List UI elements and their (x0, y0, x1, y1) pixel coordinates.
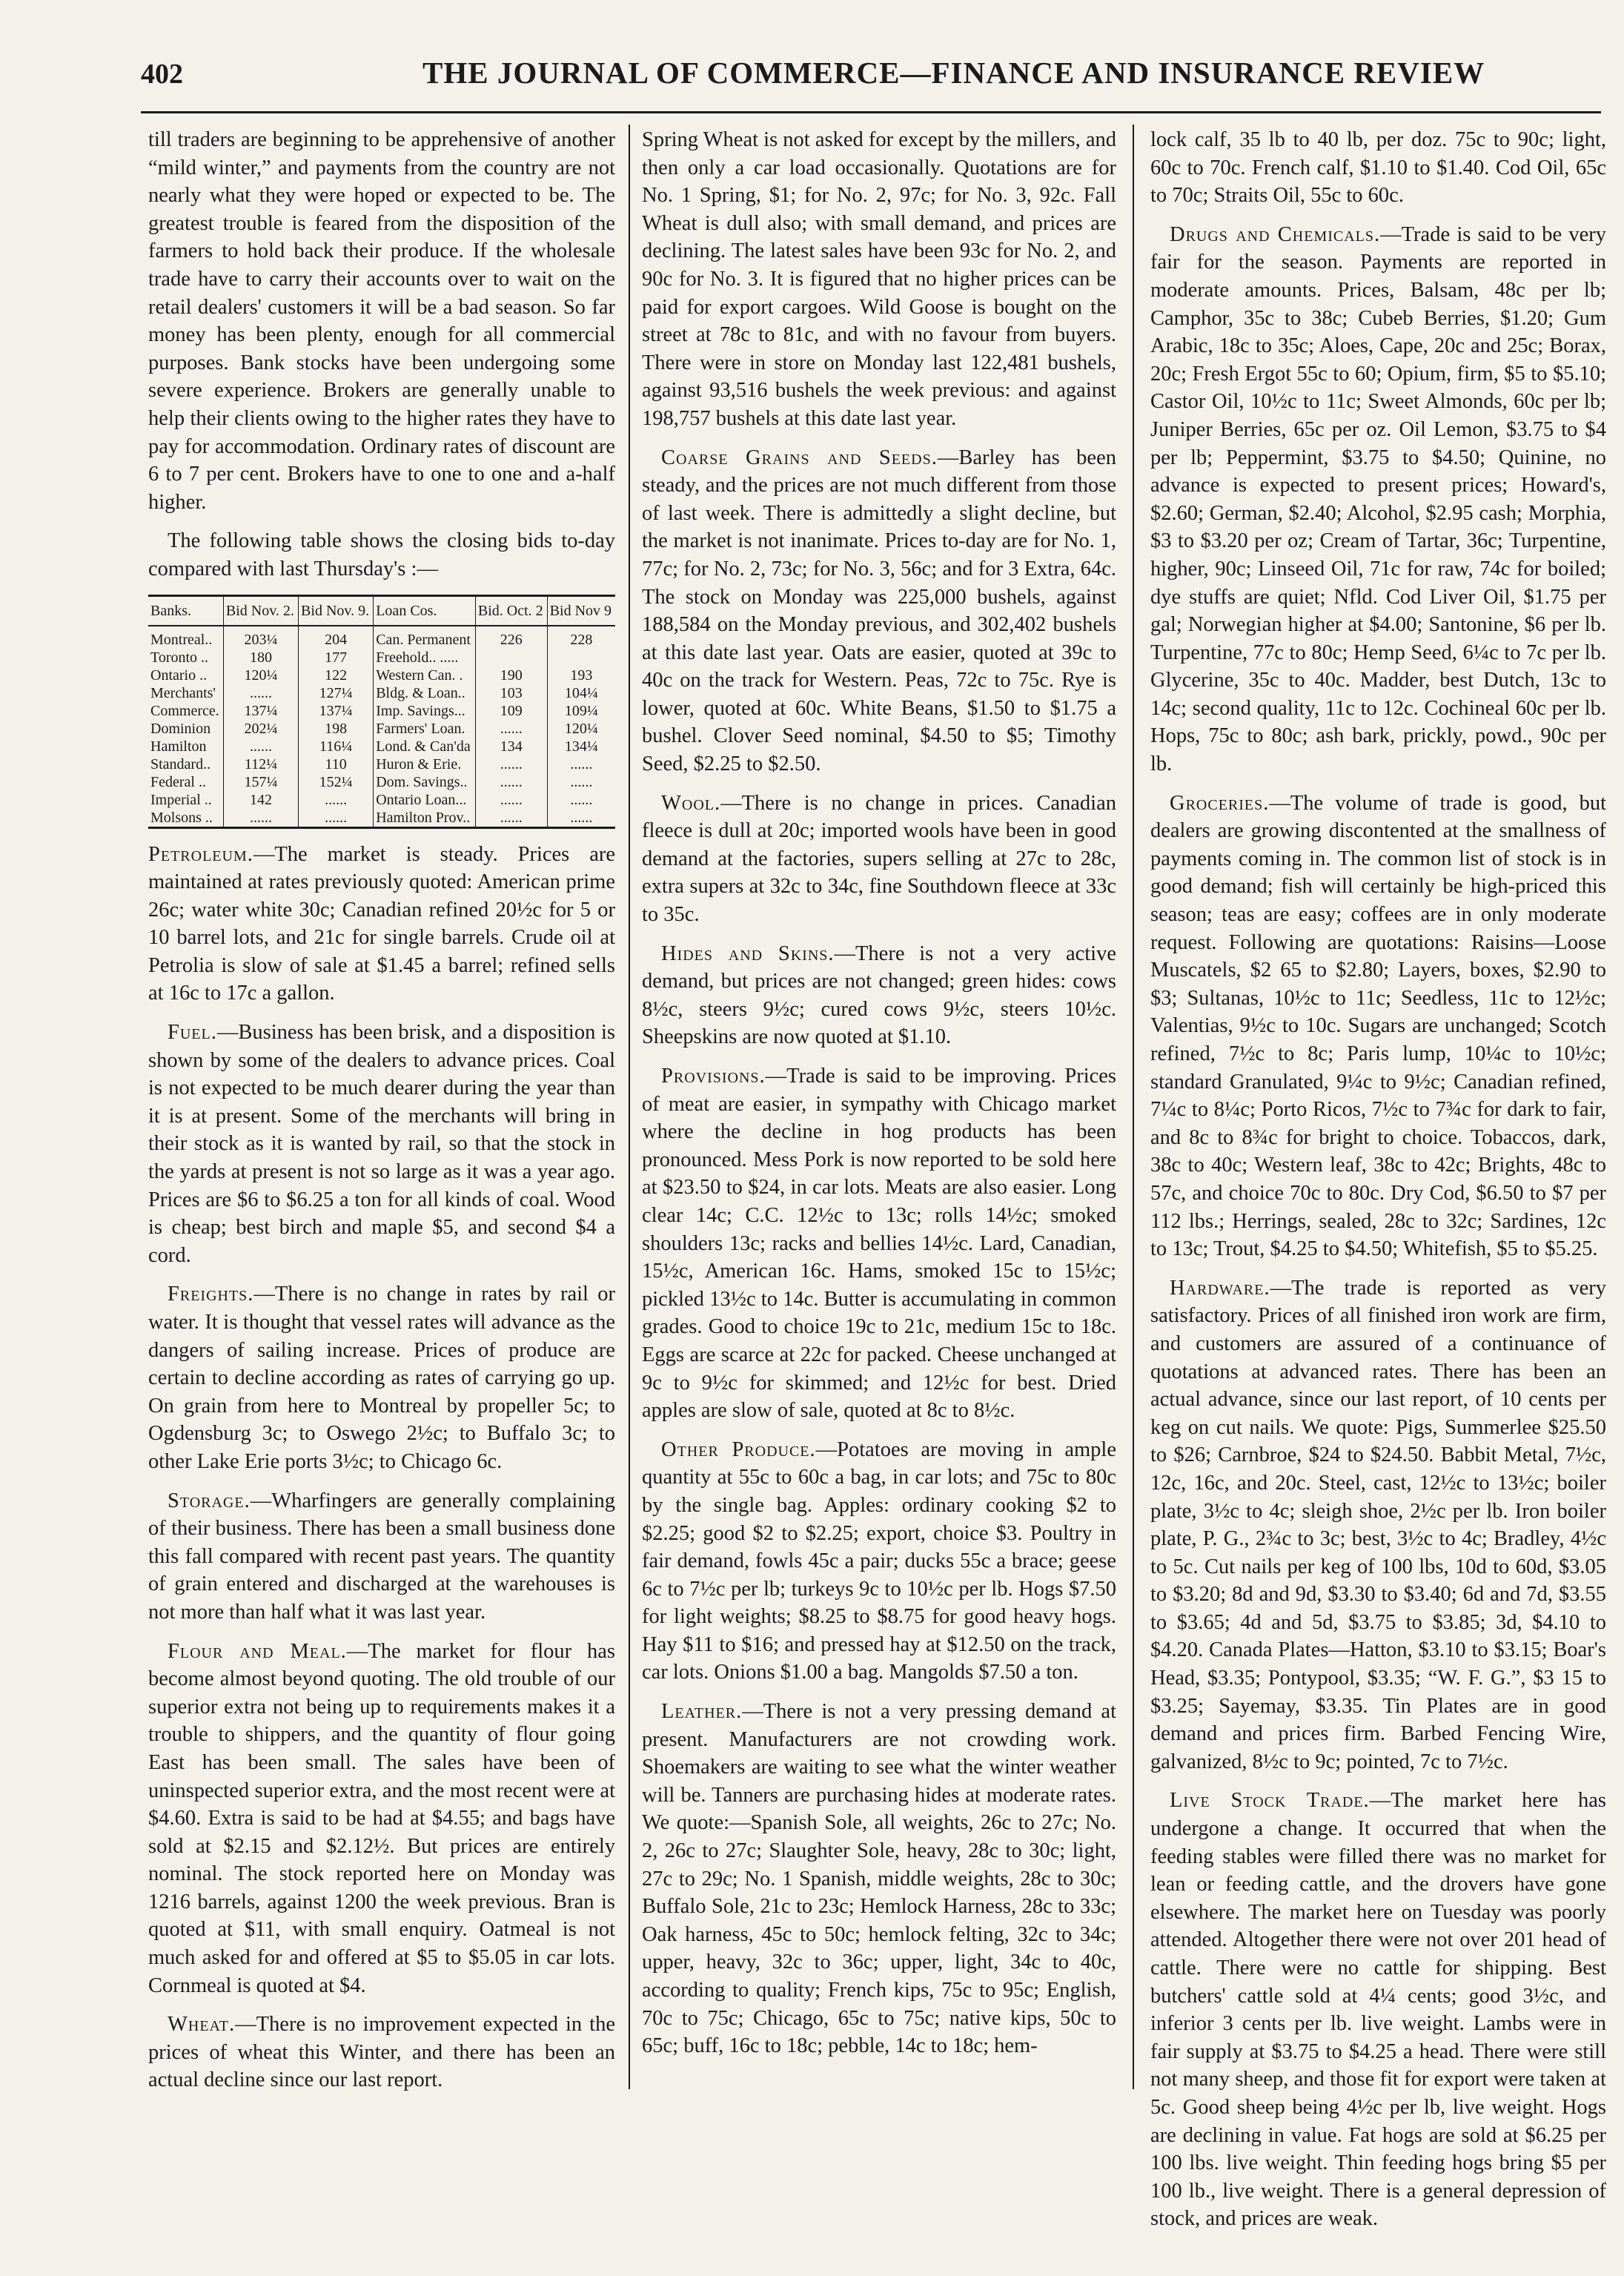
section-heading: Freights. (168, 1283, 254, 1306)
table-cell: 120¼ (547, 720, 615, 738)
table-cell: Imp. Savings... (374, 702, 476, 720)
table-cell: 177 (299, 649, 374, 666)
section-heading: Hides and Skins. (661, 942, 835, 965)
table-cell: Western Can. . (374, 666, 476, 684)
section-body: —There is no improvement expected in the prices of wheat this Winter, and there has been an actual decline since our last report. (148, 2013, 615, 2092)
column-divider-1 (629, 125, 630, 2089)
money-paragraph: till traders are beginning to be apprehensive of another “mild winter,” and payments from the country are not nearly what they were hoped or expected to be. The greatest trouble is feared from the disposition of the farmers to hold back their produce. If the wholesale trade have to carry their accounts over to wait on the retail dealers' customers it will be a bad season. So far money has been plenty, enough for all commercial purposes. Bank stocks have been undergoing some severe experience. Brokers are generally unable to help their clients owing to the higher rates they have to pay for accommodation. Ordinary rates of discount are 6 to 7 per cent. Brokers have to one to one and a-half higher. (148, 128, 615, 514)
column-divider-2 (1133, 125, 1134, 2089)
section-heading: Hardware. (1170, 1276, 1270, 1300)
table-cell: Hamilton Prov.. (374, 809, 476, 828)
table-cell: ...... (223, 738, 298, 755)
table-cell: 120¼ (223, 666, 298, 684)
table-cell: Imperial .. (150, 791, 212, 808)
section-body: —The volume of trade is good, but dealers are growing discontented at the smallness of payments coming in. The common list of stock is in good demand; fish will certainly be high-priced this season; teas are easy; coffees are in only moderate request. Following are quotations: Raisins—Loose Muscatels, $2 65 to $2.80; Layers, boxes, $2.90 to $3; Sultanas, 10½c to 11c; Seedless, 11c to 12½c; Valentias, 9½c to 10c. Sugars are unchanged; Scotch refined, 7½c to 8c; Paris lump, 10¼c to 10½c; standard Granulated, 9¼c to 9½c; Canadian refined, 7¼c to 8¼c; Porto Ricos, 7½c to 7¾c for dark to fair, and 8c to 8¾c for bright to choice. Tobaccos, dark, 38c to 40c; Western leaf, 38c to 42c; Brights, 48c to 57c, and choice 70c to 80c. Dry Cod, $6.50 to $7 per 112 lbs.; Herrings, sealed, 28c to 32c; Sardines, 12c to 13c; Trout, $4.25 to $4.50; Whitefish, $5 to $5.25. (1150, 791, 1606, 1261)
table-cell: 109¼ (547, 702, 615, 720)
table-cell: 226 (475, 626, 547, 649)
table-row (148, 684, 615, 702)
leather-section (642, 1698, 1116, 2060)
table-cell: Can. Permanent (374, 626, 476, 649)
section-body: —The market is steady. Prices are maintained at rates previously quoted: American prime 26c; water white 30c; Canadian refined 20½c for 5 or 10 barrel lots, and 21c for single barrels. Crude oil at Petrolia is slow of sale at $1.45 a barrel; refined sells at 16c to 17c a gallon. (148, 842, 615, 1005)
table-cell: Toronto .. (150, 649, 209, 666)
table-cell: Dominion (150, 720, 211, 737)
table-cell: 180 (223, 649, 298, 666)
wheat-section (148, 2011, 615, 2094)
bank-bids-table (148, 595, 615, 829)
page-header (141, 52, 1594, 104)
table-row (148, 738, 615, 755)
table-cell: ...... (299, 809, 374, 828)
table-cell: Montreal.. (150, 631, 213, 648)
header-rule (141, 111, 1601, 113)
section-body: —There is no change in prices. Canadian fleece is dull at 20c; imported wools have been in good demand at the factories, supers selling at 27c to 28c, extra supers at 32c to 34c, fine Southdown fleece at 33c to 35c. (642, 791, 1116, 927)
table-intro: The following table shows the closing bids to-day compared with last Thursday's :— (148, 529, 615, 580)
table-cell (547, 649, 615, 666)
leather-continued: lock calf, 35 lb to 40 lb, per doz. 75c to 90c; light, 60c to 70c. French calf, $1.10 to $1.40. Cod Oil, 65c to 70c; Straits Oil, 55c to 60c. (1150, 128, 1606, 208)
table-cell: Ontario .. (150, 666, 208, 684)
table-cell: ...... (475, 809, 547, 828)
table-cell: ...... (475, 755, 547, 773)
table-header-row (148, 595, 615, 626)
table-row (148, 649, 615, 666)
table-cell: ...... (547, 755, 615, 773)
section-body: —Trade is said to be very fair for the season. Payments are reported in moderate amounts. Prices, Balsam, 48c per lb; Camphor, 35c to 38c; Cubeb Berries, $1.20; Gum Arabic, 18c to 35c; Aloes, Cape, 20c and 25c; Borax, 20c; Fresh Ergot 55c to 60; Opium, firm, $5 to $5.10; Castor Oil, 10½c to 11c; Sweet Almonds, 60c per lb; Juniper Berries, 65c per oz. Oil Lemon, $3.75 to $4 per lb; Peppermint, $3.75 to $4.50; Quinine, no advance is expected to present prices; Howard's, $2.60; German, $2.40; Alcohol, $2.95 cash; Morphia, $3 to $3.20 per oz; Cream of Tartar, 36c; Turpentine, higher, 90c; Linseed Oil, 71c for raw, 74c for boiled; dye stuffs are quiet; Nfld. Cod Liver Oil, $1.75 per gal; Norwegian higher at $4.00; Santonine, $6 per lb. Turpentine, 77c to 80c; Hemp Seed, 6¼c to 7c per lb. Glycerine, 35c to 40c. Madder, best Dutch, 13c to 14c; second quality, 11c to 12c. Cochineal 60c per lb. Hops, 75c to 80c; ash bark, prickly, powd., 90c per lb. (1150, 222, 1606, 776)
table-row (148, 773, 615, 791)
table-row (148, 791, 615, 809)
section-heading: Provisions. (661, 1065, 766, 1088)
freights-section (148, 1280, 615, 1475)
table-cell: Ontario Loan... (374, 791, 476, 809)
table-cell: Molsons .. (150, 809, 213, 826)
col-header: Bid Nov 9 (547, 595, 615, 626)
section-heading: Storage. (168, 1489, 251, 1512)
table-cell: ...... (547, 791, 615, 809)
section-heading: Leather. (661, 1700, 743, 1724)
table-cell: 110 (299, 755, 374, 773)
section-heading: Coarse Grains and Seeds. (661, 446, 938, 469)
wool-section (642, 790, 1116, 929)
table-cell: 193 (547, 666, 615, 684)
table-cell: 112¼ (223, 755, 298, 773)
other-produce-section (642, 1436, 1116, 1687)
table-cell: 122 (299, 666, 374, 684)
fuel-section (148, 1019, 615, 1269)
section-heading: Wheat. (168, 2013, 236, 2037)
section-heading: Wool. (661, 791, 721, 815)
provisions-section (642, 1062, 1116, 1425)
col-header: Bid Nov. 9. (299, 595, 374, 626)
section-heading: Live Stock Trade. (1170, 1789, 1370, 1813)
page-number: 402 (141, 59, 183, 90)
table-cell: Farmers' Loan. (374, 720, 476, 738)
table-cell: ...... (223, 809, 298, 828)
live-stock-section (1150, 1787, 1606, 2233)
section-body: —The market for flour has become almost beyond quoting. The old trouble of our superior extra not being up to requirements makes it a trouble to shippers, and the quantity of flour going East has been small. The sales have been of uninspected superior extra, and the most recent were at $4.60. Extra is said to be had at $4.55; and bags have sold at $2.15 and $2.12½. But prices are entirely nominal. The stock reported here on Monday was 1216 barrels, against 1200 the week previous. Bran is quoted at $11, with small enquiry. Oatmeal is not much asked for and offered at $5 to $5.05 in car lots. Cornmeal is quoted at $4. (148, 1639, 615, 1997)
section-body: —The market here has undergone a change. It occurred that when the feeding stables were filled there was no market for lean or feeding cattle, and the drovers have gone elsewhere. The market here on Tuesday was poorly attended. Altogether there were not over 201 head of cattle. There were no cattle for shipping. Best butchers' cattle sold at 4¼ cents; good 3½c, and inferior 3 cents per lb. live weight. Lambs were in fair supply at $3.75 to $4.25 a head. There were still not many sheep, and those fit for export were taken at 5c. Good sheep being 4½c per lb, live weight. Hogs are declining in value. Fat hogs are sold at $6.25 per 100 lbs. live weight. Thin feeding hogs bring $5 per 100 lb., live weight. There is a general depression of stock, and prices are weak. (1150, 1789, 1606, 2231)
table-row (148, 666, 615, 684)
table-cell: Dom. Savings.. (374, 773, 476, 791)
section-heading: Petroleum. (148, 842, 253, 866)
table-cell: ...... (299, 791, 374, 809)
groceries-section (1150, 790, 1606, 1263)
table-cell (475, 649, 547, 666)
table-cell: 127¼ (299, 684, 374, 702)
col-header: Loan Cos. (374, 595, 476, 626)
table-cell: 152¼ (299, 773, 374, 791)
section-body: —Barley has been steady, and the prices are not much different from those of last week. There is admittedly a slight decline, but the market is not inanimate. Prices to-day are for No. 1, 77c; for No. 2, 73c; for No. 3, 56c; and for 3 Extra, 64c. The stock on Monday was 225,000 bushels, against 188,584 on the Monday previous, and 302,402 bushels at this date last year. Oats are easier, quoted at 39c to 40c on the track for Western. Peas, 72c to 75c. Rye is lower, quoted at 60c. White Beans, $1.50 to $1.75 a bushel. Clover Seed nominal, $4.50 to $5; Timothy Seed, $2.25 to $2.50. (642, 446, 1116, 776)
column-3 (1150, 126, 1606, 2231)
table-row (148, 755, 615, 773)
table-cell: 103 (475, 684, 547, 702)
table-cell: 157¼ (223, 773, 298, 791)
section-body: —There is not a very pressing demand at present. Manufacturers are not crowding work. Shoemakers are waiting to see what the winter weather will be. Tanners are purchasing hides at moderate rates. We quote:—Spanish Sole, all weights, 26c to 27c; No. 2, 26c to 27c; Slaughter Sole, heavy, 28c to 30c; light, 27c to 29c; No. 1 Spanish, middle weights, 28c to 30c; Buffalo Sole, 21c to 23c; Hemlock Harness, 28c to 33c; Oak harness, 45c to 50c; hemlock felting, 32c to 34c; upper, heavy, 32c to 36c; upper, light, 34c to 40c, according to quality; French kips, 75c to 95c; English, 70c to 75c; Chicago, 65c to 75c; native kips, 50c to 65c; buff, 16c to 18c; pebble, 14c to 18c; hem- (642, 1700, 1116, 2058)
table-cell: Federal .. (150, 773, 206, 790)
table-cell: 204 (299, 626, 374, 649)
section-heading: Fuel. (168, 1021, 217, 1045)
section-body: —There is no change in rates by rail or water. It is thought that vessel rates will advance as the dangers of sailing increase. Prices of produce are certain to decline according as rates of carrying go up. On grain from here to Montreal by propeller 5c; to Ogdensburg 3c; to Oswego 2½c; to Buffalo 3c; to other Lake Erie ports 3½c; to Chicago 6c. (148, 1283, 615, 1473)
table-cell: Standard.. (150, 755, 211, 773)
table-cell: 137¼ (223, 702, 298, 720)
petroleum-section (148, 841, 615, 1008)
col-header: Bid. Oct. 2 (475, 595, 547, 626)
table-cell: 203¼ (223, 626, 298, 649)
col-header: Banks. (148, 595, 223, 626)
table-cell: 190 (475, 666, 547, 684)
table-cell: 104¼ (547, 684, 615, 702)
table-cell: Hamilton (150, 738, 207, 755)
table-row (148, 626, 615, 649)
table-cell: Commerce. (150, 702, 219, 719)
section-body: —Trade is said to be improving. Prices of meat are easier, in sympathy with Chicago market where the decline in hog products has been pronounced. Mess Pork is now reported to be sold here at $23.50 to $24, in car lots. Meats are also easier. Long clear 14c; C.C. 12½c to 13c; rolls 14½c; smoked shoulders 13c; racks and bellies 14½c. Lard, Canadian, 15½c, American 16c. Hams, smoked 15c to 15½c; pickled 13½c to 14c. Butter is accumulating in common grades. Good to choice 19c to 21c, medium 15c to 18c. Eggs are scarce at 22c for packed. Cheese unchanged at 9c to 9½c for skimmed; and 12½c for best. Dried apples are slow of sale, quoted at 8c to 8½c. (642, 1065, 1116, 1423)
table-cell: Lond. & Can'da (374, 738, 476, 755)
section-body: —Wharfingers are generally complaining of their business. There has been a small business done this fall compared with recent past years. The quantity of grain entered and discharged at the warehouses is not more than half what it was last year. (148, 1489, 615, 1624)
table-cell: ...... (475, 720, 547, 738)
table-cell: 109 (475, 702, 547, 720)
table-cell: ...... (223, 684, 298, 702)
section-heading: Other Produce. (661, 1438, 816, 1461)
table-row (148, 702, 615, 720)
storage-section (148, 1487, 615, 1627)
table-cell: 134¼ (547, 738, 615, 755)
column-2 (642, 126, 1116, 2091)
table-cell: ...... (475, 773, 547, 791)
table-cell: Bldg. & Loan.. (374, 684, 476, 702)
table-cell: 198 (299, 720, 374, 738)
hides-section (642, 940, 1116, 1051)
table-cell: 202¼ (223, 720, 298, 738)
table-row (148, 809, 615, 828)
table-cell: 228 (547, 626, 615, 649)
section-heading: Drugs and Chemicals. (1170, 222, 1381, 246)
section-body: —Business has been brisk, and a disposition is shown by some of the dealers to advance prices. Coal is not expected to be much dearer during the year than it is at present. Some of the merchants will bring in their stock as it is wanted by rail, so that the stock in the yards at present is not so large as it was a year ago. Prices are $6 to $6.25 a ton for all kinds of coal. Wood is cheap; best birch and maple $5, and second $4 a cord. (148, 1021, 615, 1267)
section-body: —The trade is reported as very satisfactory. Prices of all finished iron work are firm, and customers are assured of a continuance of quotations at advanced rates. There has been an actual advance, since our last report, of 10 cents per keg on cut nails. We quote: Pigs, Summerlee $25.50 to $26; Carnbroe, $24 to $24.50. Babbit Metal, 7½c, 12c, 16c, and 20c. Steel, cast, 12½c to 13½c; boiler plate, 3½c to 4c; sleigh shoe, 2½c per lb. Iron boiler plate, P. G., 2¾c to 3c; best, 3½c to 4c; Bradley, 4½c to 5c. Cut nails per keg of 100 lbs, 10d to 60d, $3.05 to $3.20; 8d and 9d, $3.30 to $3.40; 6d and 7d, $3.55 to $3.65; 4d and 5d, $3.75 to $3.85; 3d, $4.10 to $4.20. Canada Plates—Hatton, $3.10 to $3.15; Boar's Head, $3.35; Pontypool, $3.35; “W. F. G.”, $3 15 to $3.25; Sayemay, $3.35. Tin Plates are in good demand and prices firm. Barbed Fencing Wire, galvanized, 8½c to 9c; pointed, 7c to 7½c. (1150, 1276, 1606, 1773)
table-cell: 134 (475, 738, 547, 755)
table-row (148, 720, 615, 738)
journal-title: THE JOURNAL OF COMMERCE—FINANCE AND INSURANCE REVIEW (422, 56, 1485, 90)
table-cell: ...... (547, 809, 615, 828)
table-cell: Freehold.. ..... (374, 649, 476, 666)
table-cell: 137¼ (299, 702, 374, 720)
section-heading: Groceries. (1170, 791, 1270, 815)
wheat-continued: Spring Wheat is not asked for except by the millers, and then only a car load occasionally. Quotations are for No. 1 Spring, $1; for No. 2, 97c; for No. 3, 92c. Fall Wheat is dull also; with small demand, and prices are declining. The latest sales have been 93c for No. 2, and 90c for No. 3. It is figured that no higher prices can be paid for export cargoes. Wild Goose is bought on the street at 78c to 81c, and with no favour from buyers. There were in store on Monday last 122,481 bushels, against 93,516 bushels the week previous: and against 198,757 bushels at this date last year. (642, 128, 1116, 430)
table-cell: 116¼ (299, 738, 374, 755)
flour-section (148, 1638, 615, 2000)
coarse-grains-section (642, 444, 1116, 778)
col-header: Bid Nov. 2. (223, 595, 298, 626)
table-cell: 142 (223, 791, 298, 809)
column-1 (148, 126, 615, 2091)
section-body: —Potatoes are moving in ample quantity at 55c to 60c a bag, in car lots; and 75c to 80c by the single bag. Apples: ordinary cooking $2 to $2.25; good $2 to $2.25; export, choice $3. Poultry in fair demand, fowls 45c a pair; ducks 55c a brace; geese 6c to 7½c per lb; turkeys 9c to 10½c per lb. Hogs $7.50 for light weights; $8.25 to $8.75 for good heavy hogs. Hay $11 to $16; and pressed hay at $12.50 on the track, car lots. Onions $1.00 a bag. Mangolds $7.50 a ton. (642, 1438, 1116, 1684)
table-cell: Huron & Erie. (374, 755, 476, 773)
table-cell: ...... (475, 791, 547, 809)
table-cell: ...... (547, 773, 615, 791)
table-cell: Merchants' (150, 684, 216, 701)
section-heading: Flour and Meal. (168, 1639, 347, 1663)
section-body: —There is not a very active demand, but prices are not changed; green hides: cows 8½c, steers 9½c; cured cows 9½c, steers 10½c. Sheepskins are now quoted at $1.10. (642, 942, 1116, 1049)
hardware-section (1150, 1274, 1606, 1776)
drugs-section (1150, 221, 1606, 778)
